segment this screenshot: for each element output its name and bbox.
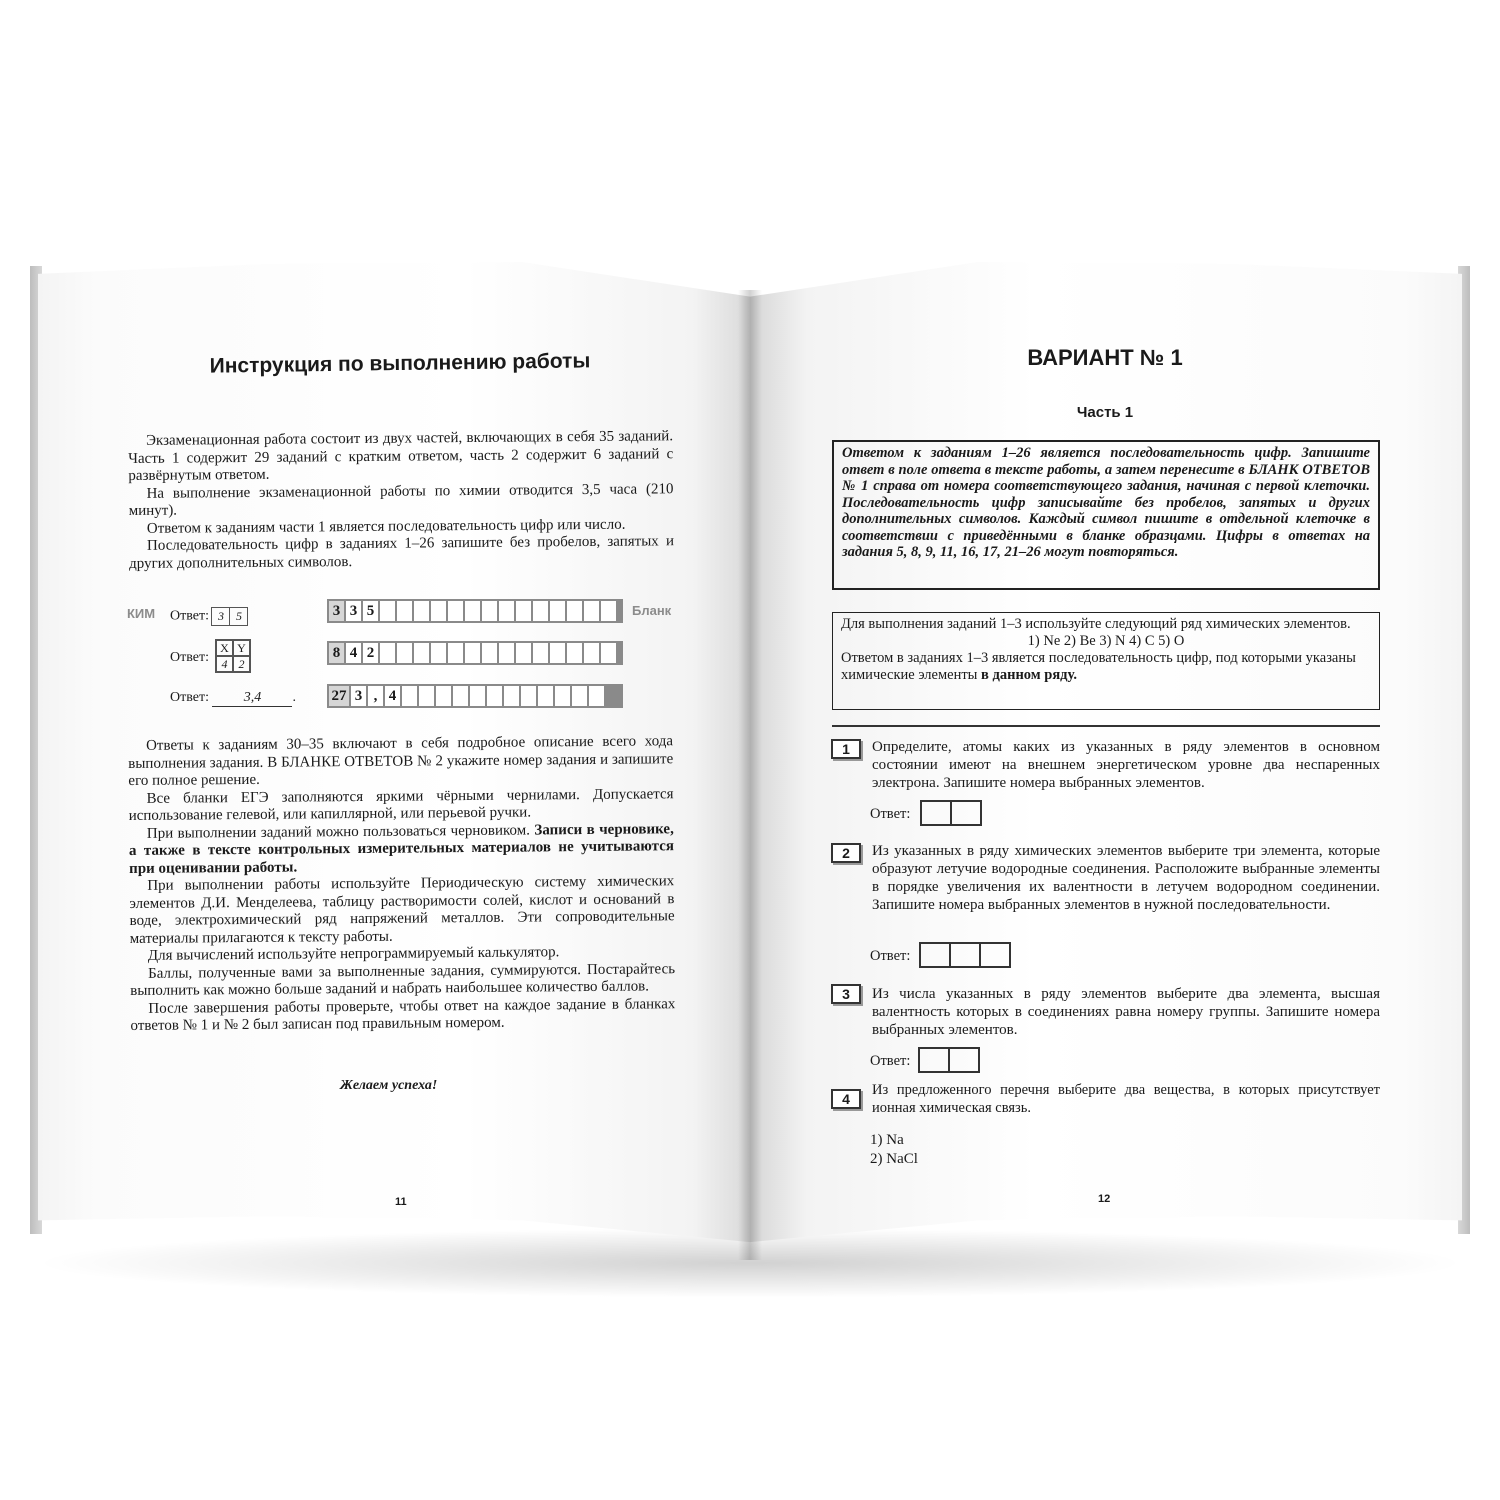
question-text: Из указанных в ряду химических элементов выберите три элемента, которые образуют летучие водородные соединения. Расположите выбранные элементы в порядке увеличения их валентности в летучем водородном соединении. Запишите номера выбранных элементов в нужной последовательности. [872,843,1380,913]
separator [832,725,1380,727]
kim-label: КИМ [127,606,156,621]
strip-cell: 5 [363,601,378,621]
grid-cell: X [216,640,233,656]
answer-value: 3,4 [212,690,292,707]
rules-paragraph: Баллы, полученные вами за выполненные задания, суммируются. Постарайтесь выполнить как можно больше заданий и набрать наибольшее количество баллов. [130,960,676,999]
answer-label: Ответ: [170,608,209,624]
elements-box [832,612,1380,710]
grid-cell: Y [233,640,250,656]
elements-intro: Для выполнения заданий 1–3 используйте следующий ряд химических элементов. [841,616,1351,632]
answer-field-2[interactable] [921,942,1011,968]
option-item: 2) NaCl [870,1151,918,1167]
left-page-title: Инструкция по выполнению работы [209,349,591,378]
answer-cell: 3 [211,607,230,626]
example-answer-3: Ответ: 3,4 . [170,690,296,705]
strip-cell: , [368,686,383,706]
answer-label: Ответ: [870,806,911,822]
strip-cell: 3 [346,601,361,621]
answer-label: Ответ: [170,690,209,705]
rules-paragraph [129,821,674,878]
strip-cell: 3 [329,601,344,621]
question-number: 4 [831,1089,861,1109]
example-answer-grid [215,639,251,673]
example-answer-1 [170,607,248,626]
elements-list: 1) Ne 2) Be 3) N 4) C 5) O [1027,633,1185,649]
left-page-number: 11 [395,1196,407,1208]
strip-cell: 4 [385,686,400,706]
answer-label: Ответ: [170,650,209,665]
blank-strip-2 [327,641,623,665]
rules-paragraph: Все бланки ЕГЭ заполняются яркими чёрными чернилами. Допускается использование гелевой, или капиллярной, или перьевой ручки. [128,785,674,824]
rules-paragraph: После завершения работы проверьте, чтобы ответ на каждое задание в бланках ответов № 1 и № 2 был записан под правильным номером. [130,995,676,1034]
intro-paragraph: Ответом к заданиям части 1 является последовательность цифр или число. [146,516,626,537]
question-text: Из предложенного перечня выберите два вещества, в которых присутствует ионная химическая связь. [872,1082,1380,1116]
grid-cell: 2 [233,656,250,672]
strip-cell: 3 [351,686,366,706]
option-item: 1) Na [870,1132,904,1148]
answer-label: Ответ: [870,1053,911,1069]
intro-paragraph: На выполнение экзаменационной работы по химии отводится 3,5 часа (210 минут). [128,480,674,519]
wish-text: Желаем успеха! [340,1078,438,1093]
elements-note: Ответом в заданиях 1–3 является последовательность цифр, под которыми указаны химические элементы в данном ряду. [841,650,1356,683]
right-page-number: 12 [1098,1193,1111,1205]
intro-paragraph: Экзаменационная работа состоит из двух частей, включающих в себя 35 заданий. Часть 1 содержит 29 заданий с кратким ответом, часть 2 содержит 6 заданий с развёрнутым ответом. [128,428,674,484]
question-text: Из числа указанных в ряду элементов выберите два элемента, высшая валентность которых в соединениях равна номеру группы. Запишите номера выбранных элементов. [872,986,1380,1038]
blank-strip-3 [327,684,623,708]
answer-cell: 5 [229,607,248,626]
strip-cell: 27 [329,686,349,706]
draft-normal-text: При выполнении заданий можно пользоваться черновиком. [146,821,531,842]
question-number: 3 [831,984,861,1004]
rules-text [128,733,676,1035]
question-text: Определите, атомы каких из указанных в ряду элементов в основном состоянии имеют на внешнем энергетическом уровне два неспаренных электрона. Запишите номера выбранных элементов. [872,739,1380,791]
intro-paragraph: Последовательность цифр в заданиях 1–26 запишите без пробелов, запятых и других дополнительных символов. [129,533,675,572]
question-number: 2 [831,843,861,863]
strip-cell: 8 [329,643,344,663]
blank-label: Бланк [632,603,672,618]
elements-note-bold: в данном ряду. [981,667,1077,683]
draft-bold-text: Записи в черновике, а также в тексте контрольных измерительных материалов не учитываются при оценивании работы. [128,820,675,877]
answer-field-1[interactable] [922,800,982,826]
strip-cell: 4 [346,643,361,663]
rules-paragraph: Для вычислений используйте непрограммируемый калькулятор. [147,944,560,964]
rules-paragraph: Ответы к заданиям 30–35 включают в себя подробное описание всего хода выполнения задания. В БЛАНКЕ ОТВЕТОВ № 2 укажите номер задания и запишите его полное решение. [128,733,674,789]
intro-text [128,428,674,573]
answer-field-3[interactable] [920,1047,980,1073]
book-spine [738,290,762,1260]
part-title: Часть 1 [1076,404,1134,421]
question-number: 1 [831,739,861,759]
variant-title: ВАРИАНТ № 1 [1027,345,1183,370]
answer-label: Ответ: [870,948,911,964]
grid-cell: 4 [216,656,233,672]
rules-paragraph: При выполнении работы используйте Периодическую систему химических элементов Д.И. Менделеева, таблицу растворимости солей, кислот и оснований в воде, электрохимический ряд напряжений металлов. Эти сопроводительные материалы прилагаются к тексту работы. [129,873,675,947]
blank-strip-1 [327,599,623,623]
instruction-box: Ответом к заданиям 1–26 является последовательность цифр. Запишите ответ в поле ответа в тексте работы, а затем перенесите в БЛАНК ОТВЕТОВ № 1 справа от номера соответствующего задания, начиная с первой клеточки. Последовательность цифр записывайте без пробелов, запятых и других дополнительных символов. Каждый символ пишите в отдельной клеточке в соответствии с приведёнными в бланке образцами. Цифры в ответах на задания 5, 8, 9, 11, 16, 17, 21–26 могут повторяться. [832,440,1380,590]
strip-cell: 2 [363,643,378,663]
